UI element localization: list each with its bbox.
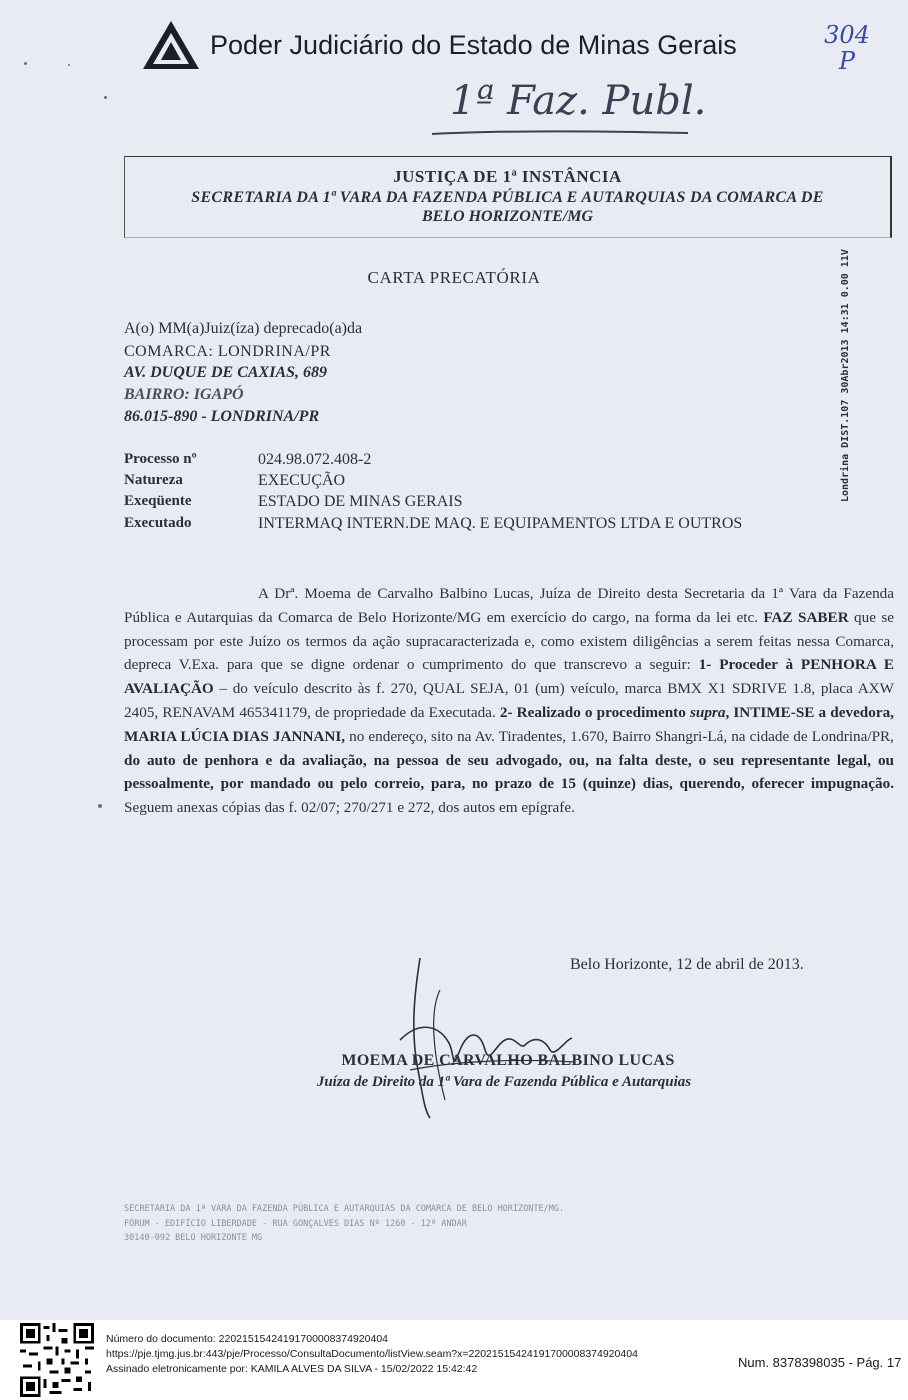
footer-address-line: SECRETARIA DA 1ª VARA DA FAZENDA PÚBLICA E AUTARQUIAS DA COMARCA DE BELO HORIZONTE/MG. <box>124 1204 565 1214</box>
document-number: Número do documento: 22021515424191700008374920404 <box>106 1333 388 1345</box>
scan-speck <box>24 62 27 65</box>
signer-name: MOEMA DE CARVALHO BALBINO LUCAS <box>341 1052 675 1069</box>
addressee-zip-city: 86.015-890 - LONDRINA/PR <box>124 408 320 425</box>
instance-title: JUSTIÇA DE 1ª INSTÂNCIA <box>393 167 622 186</box>
court-logo-triangle-icon <box>140 18 202 72</box>
defendant-value: INTERMAQ INTERN.DE MAQ. E EQUIPAMENTOS LTDA E OUTROS <box>258 515 743 532</box>
secretariat-line: SECRETARIA DA 1ª VARA DA FAZENDA PÚBLICA E AUTARQUIAS DA COMARCA DE <box>191 189 824 206</box>
place-and-date: Belo Horizonte, 12 de abril de 2013. <box>570 956 804 973</box>
scan-speck <box>68 64 70 66</box>
addressee-comarca: COMARCA: LONDRINA/PR <box>124 343 331 360</box>
process-number-value: 024.98.072.408-2 <box>258 451 372 468</box>
protocol-stamp: Londrina DIST.107 30Abr2013 14:31 0.00 11V <box>840 249 851 502</box>
plaintiff-label: Exeqüente <box>124 493 192 509</box>
handwritten-page-note: 304 P <box>824 21 870 75</box>
footer-address-line: FÓRUM - EDIFÍCIO LIBERDADE - RUA GONÇALVES DIAS Nº 1260 - 12º ANDAR <box>124 1219 467 1229</box>
footer-address-line: 30140-092 BELO HORIZONTE MG <box>124 1233 263 1243</box>
nature-label: Natureza <box>124 472 183 488</box>
secretariat-header-box <box>124 156 892 238</box>
document-url-link[interactable]: https://pje.tjmg.jus.br:443/pje/Processo/ConsultaDocumento/listView.seam?x=22021515424191700008374920404 <box>106 1348 638 1360</box>
defendant-label: Executado <box>124 515 192 531</box>
signed-by: Assinado eletronicamente por: KAMILA ALVES DA SILVA - 15/02/2022 15:42:42 <box>106 1363 478 1375</box>
handwritten-vara-note: 1ª Faz. Publ. <box>450 78 707 124</box>
letter-body: A Drª. Moema de Carvalho Balbino Lucas, Juíza de Direito desta Secretaria da 1ª Vara da Fazenda Pública e Autarquias da Comarca de Belo Horizonte/MG em exercício do cargo, na forma da lei etc. FAZ SABER que se processam por este Juízo os termos da ação supracaracterizada e, como existem diligências a serem feitas nessa Comarca, depreca V.Exa. para que se digne ordenar o cumprimento do que transcrevo a seguir: 1- Proceder à PENHORA E AVALIAÇÃO – do veículo descrito às f. 270, QUAL SEJA, 01 (um) veículo, marca BMX X1 SDRIVE 1.8, placa AXW 2405, RENAVAM 465341179, de propriedade da Executada. 2- Realizado o procedimento supra, INTIME-SE a devedora, MARIA LÚCIA DIAS JANNANI, no endereço, sito na Av. Tiradentes, 1.670, Bairro Shangri-Lá, na cidade de Londrina/PR, do auto de penhora e da avaliação, na pessoa de seu advogado, ou, na falta deste, o seu representante legal, ou pessoalmente, por mandado ou pelo correio, para, no prazo de 15 (quinze) dias, querendo, oferecer impugnação. Seguem anexas cópias das f. 02/07; 270/271 e 272, dos autos em epígrafe. <box>124 585 895 817</box>
page-number-info: Num. 8378398035 - Pág. 17 <box>738 1355 902 1370</box>
handwritten-underline <box>430 128 690 138</box>
document-title: CARTA PRECATÓRIA <box>367 268 541 287</box>
scan-speck <box>104 96 107 99</box>
signer-title: Juíza de Direito da 1ª Vara de Fazenda Pública e Autarquias <box>316 1074 692 1090</box>
court-name: Poder Judiciário do Estado de Minas Gerais <box>210 30 737 60</box>
plaintiff-value: ESTADO DE MINAS GERAIS <box>258 493 463 510</box>
handwritten-signature <box>360 950 590 1120</box>
addressee-street: AV. DUQUE DE CAXIAS, 689 <box>124 364 328 381</box>
nature-value: EXECUÇÃO <box>258 472 346 489</box>
addressee-line: A(o) MM(a)Juiz(íza) deprecado(a)da <box>124 320 363 337</box>
qr-code-icon[interactable] <box>20 1323 94 1397</box>
addressee-district: BAIRRO: IGAPÓ <box>124 386 244 403</box>
scan-speck <box>98 804 102 808</box>
secretariat-city: BELO HORIZONTE/MG <box>421 208 594 225</box>
process-number-label: Processo nº <box>124 451 197 467</box>
